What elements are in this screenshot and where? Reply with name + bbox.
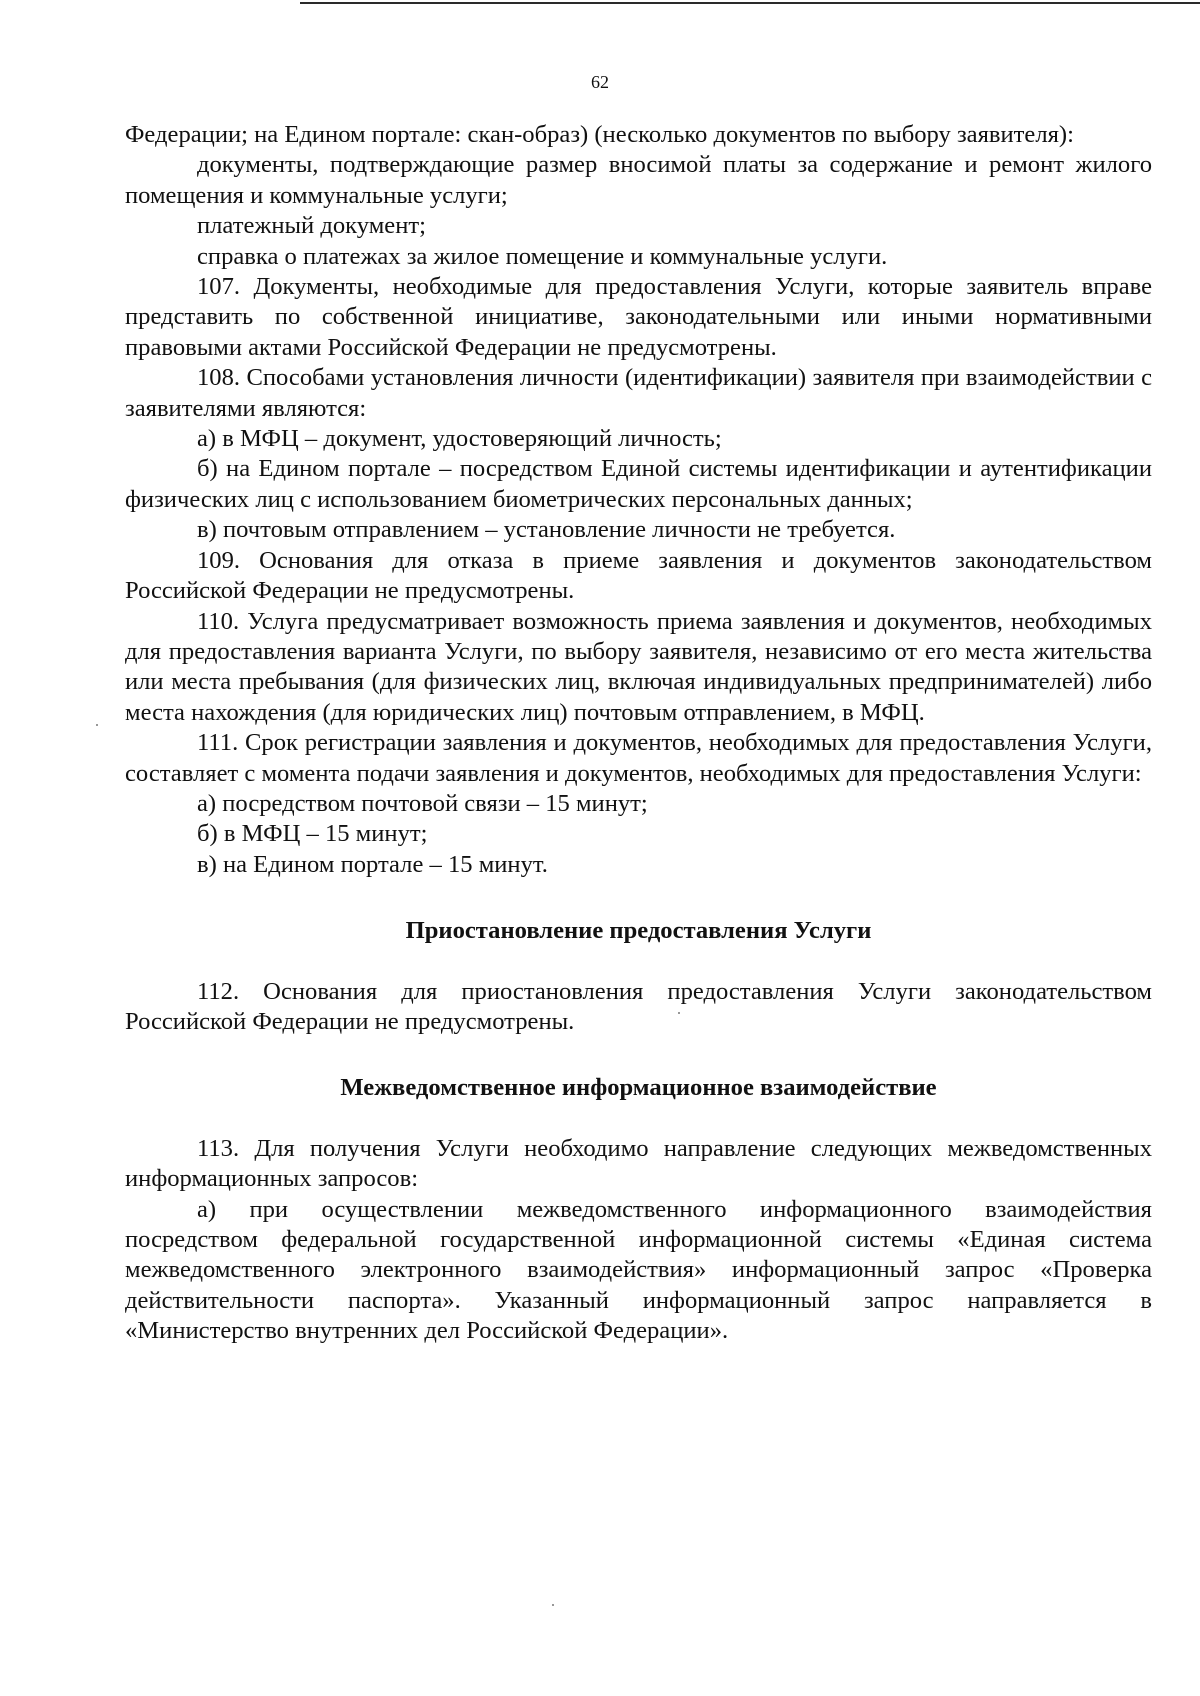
list-item: б) в МФЦ – 15 минут;	[197, 820, 428, 848]
paragraph-111: 111. Срок регистрации заявления и документов, необходимых для предоставления Услуги, составляет с момента подачи заявления и документов, необходимых для предоставления Услуги:	[125, 729, 1152, 787]
paragraph-112: 112. Основания для приостановления предоставления Услуги законодательством Российской Федерации не предусмотрены.	[125, 977, 1152, 1035]
list-item: а) при осуществлении межведомственного информационного взаимодействия посредством федеральной государственной информационной системы «Единая система межведомственного электронного взаимодействия» информационный запрос «Проверка действительности паспорта». Указанный информационный запрос направляется в «Министерство внутренних дел Российской Федерации».	[125, 1195, 1152, 1345]
paragraph: Федерации; на Едином портале: скан-образ) (несколько документов по выбору заявителя):	[125, 121, 1074, 148]
list-item: а) в МФЦ – документ, удостоверяющий личность;	[197, 425, 722, 453]
section-heading: Приостановление предоставления Услуги	[405, 917, 872, 945]
paragraph-113: 113. Для получения Услуги необходимо направление следующих межведомственных информационных запросов:	[125, 1134, 1152, 1193]
scan-speck	[96, 724, 98, 726]
scan-speck	[552, 1604, 554, 1606]
page-number: 62	[591, 72, 609, 92]
paragraph-110: 110. Услуга предусматривает возможность приема заявления и документов, необходимых для предоставления варианта Услуги, по выбору заявителя, независимо от его места жительства или места пребывания (для физических лиц, включая индивидуальных предпринимателей) либо места нахождения (для юридических лиц) почтовым отправлением, в МФЦ.	[125, 607, 1152, 726]
paragraph: документы, подтверждающие размер вносимой платы за содержание и ремонт жилого помещения и коммунальные услуги;	[125, 151, 1152, 209]
list-item: б) на Едином портале – посредством Единой системы идентификации и аутентификации физических лиц с использованием биометрических персональных данных;	[125, 455, 1152, 513]
paragraph-109: 109. Основания для отказа в приеме заявления и документов законодательством Российской Федерации не предусмотрены.	[125, 546, 1152, 605]
paragraph: платежный документ;	[197, 212, 426, 240]
scan-speck	[678, 1012, 680, 1014]
list-item: в) на Едином портале – 15 минут.	[197, 850, 548, 878]
scan-edge-line	[300, 2, 1200, 4]
section-heading: Межведомственное информационное взаимодействие	[340, 1074, 937, 1102]
paragraph: справка о платежах за жилое помещение и коммунальные услуги.	[197, 242, 888, 270]
list-item: в) почтовым отправлением – установление личности не требуется.	[197, 516, 896, 544]
paragraph-108: 108. Способами установления личности (идентификации) заявителя при взаимодействии с заявителями являются:	[125, 364, 1152, 422]
document-body	[125, 120, 1152, 1347]
paragraph-107: 107. Документы, необходимые для предоставления Услуги, которые заявитель вправе представить по собственной инициативе, законодательными или иными нормативными правовыми актами Российской Федерации не предусмотрены.	[125, 273, 1152, 361]
list-item: а) посредством почтовой связи – 15 минут;	[197, 789, 648, 817]
